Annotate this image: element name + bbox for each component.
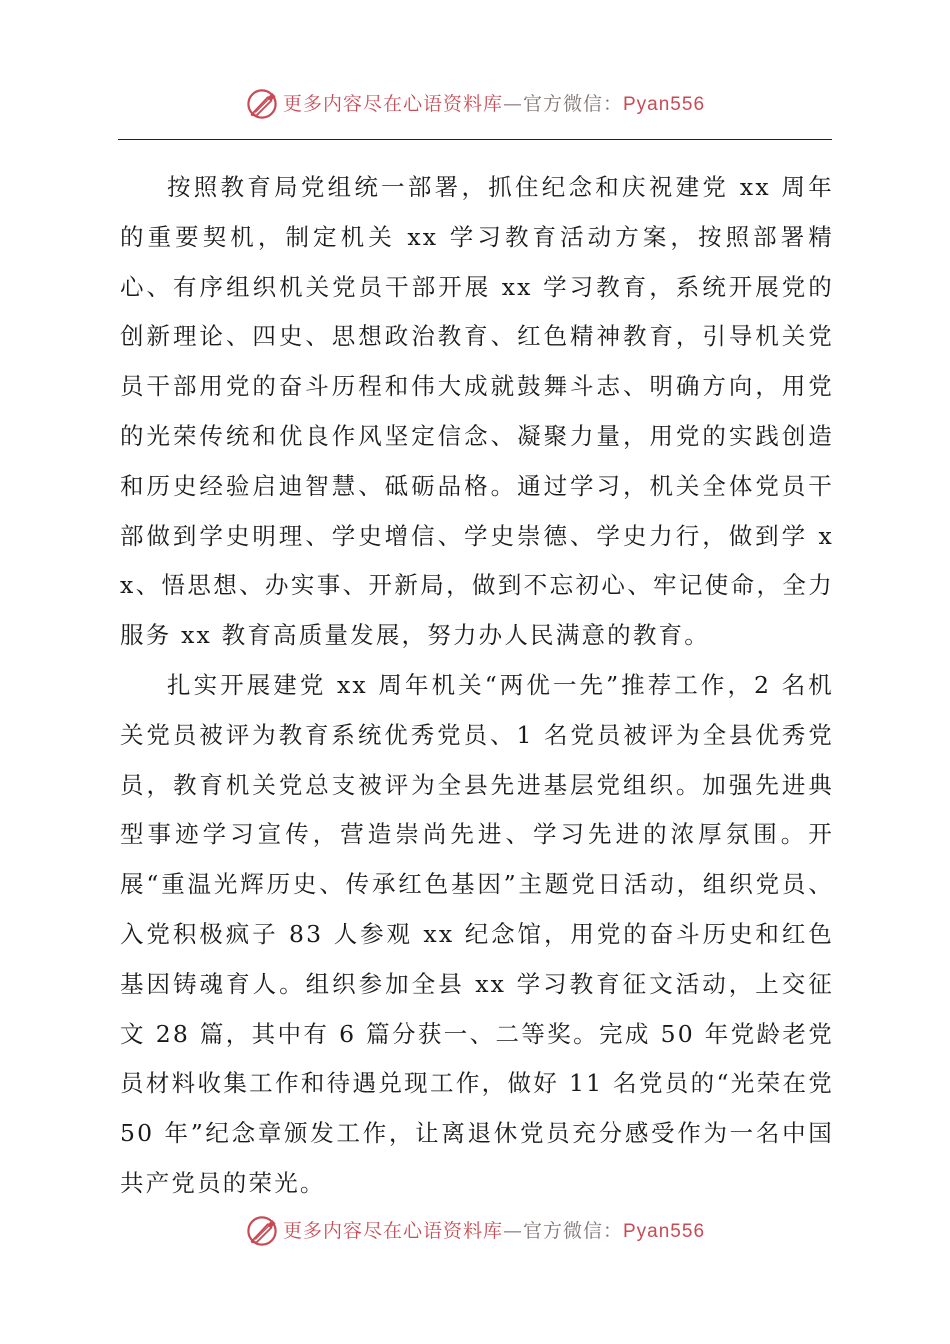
header-banner-text <box>282 92 706 115</box>
header-banner <box>0 82 950 126</box>
footer-banner <box>0 1209 950 1253</box>
footer-banner-title: 更多内容尽在心语资料库 <box>282 1219 503 1242</box>
footer-banner-account: Pyan556 <box>623 1220 706 1242</box>
header-banner-title: 更多内容尽在心语资料库 <box>282 92 503 115</box>
header-banner-content <box>245 87 705 121</box>
paragraph-1: 按照教育局党组统一部署，抓住纪念和庆祝建党 xx 周年的重要契机，制定机关 xx 学习教育活动方案，按照部署精心、有序组织机关党员干部开展 xx 学习教育，系统开展党的创新理论、四史、思想政治教育、红色精神教育，引导机关党员干部用党的奋斗历程和伟大成就鼓舞斗志、明确方向，用党的光荣传统和优良作风坚定信念、凝聚力量，用党的实践创造和历史经验启迪智慧、砥砺品格。通过学习，机关全体党员干部做到学史明理、学史增信、学史崇德、学史力行，做到学 xx、悟思想、办实事、开新局，做到不忘初心、牢记使命，全力服务 xx 教育高质量发展，努力办人民满意的教育。 <box>120 173 834 650</box>
header-banner-wechat-label: 官方微信： <box>522 92 623 115</box>
paragraph-2: 扎实开展建党 xx 周年机关“两优一先”推荐工作，2 名机关党员被评为教育系统优秀党员、1 名党员被评为全县优秀党员，教育机关党总支被评为全县先进基层党组织。加强先进典型事迹学习宣传，营造崇尚先进、学习先进的浓厚氛围。开展“重温光辉历史、传承红色基因”主题党日活动，组织党员、入党积极疯子 83 人参观 xx 纪念馆，用党的奋斗历史和红色基因铸魂育人。组织参加全县 xx 学习教育征文活动，上交征文 28 篇，其中有 6 篇分获一、二等奖。完成 50 年党龄老党员材料收集工作和待遇兑现工作，做好 11 名党员的“光荣在党 50 年”纪念章颁发工作，让离退休党员充分感受作为一名中国共产党员的荣光。 <box>120 670 834 1197</box>
header-banner-dash: — <box>502 92 523 115</box>
footer-banner-text <box>282 1219 706 1242</box>
footer-banner-wechat-label: 官方微信： <box>522 1219 623 1242</box>
document-body <box>120 163 834 1209</box>
footer-banner-dash: — <box>502 1219 523 1242</box>
header-banner-account: Pyan556 <box>623 93 706 115</box>
footer-banner-content <box>245 1214 705 1248</box>
pen-nib-logo-icon <box>245 1214 279 1248</box>
header-divider <box>118 139 832 140</box>
pen-nib-logo-icon <box>245 87 279 121</box>
